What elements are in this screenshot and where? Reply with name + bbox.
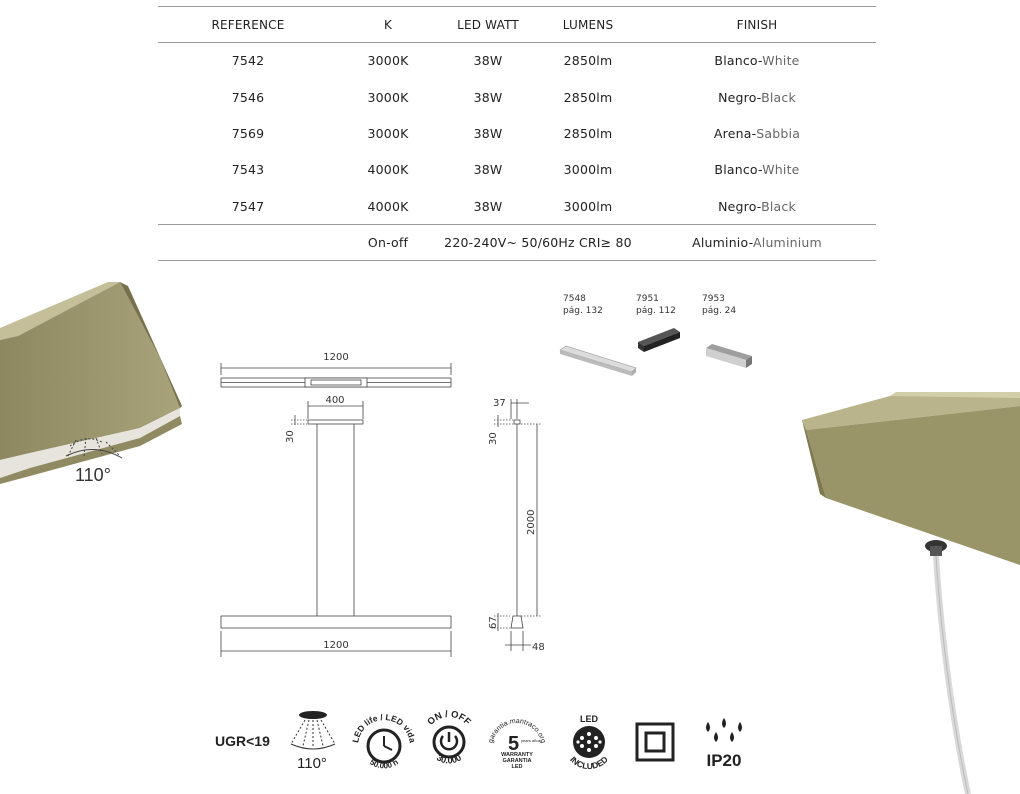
cell-lumens: 3000lm (563, 162, 613, 178)
on-off-count: 30.000 (435, 752, 463, 766)
table-row (158, 43, 876, 79)
table-row (158, 188, 876, 224)
cell-k: 4000K (367, 162, 409, 178)
cell-reference: 7547 (158, 188, 338, 224)
dim-track-length: 1200 (323, 352, 349, 363)
led-included-bottom: INCLUDED (568, 754, 610, 772)
cell-watt: 38W (473, 162, 503, 178)
cell-finish (638, 115, 876, 151)
related-ref: 7951 (636, 294, 659, 304)
dim-side-canopy-height: 30 (488, 432, 499, 445)
related-image-7548 (560, 346, 636, 376)
header-lumens: LUMENS (538, 7, 638, 43)
warranty-icon (486, 714, 548, 776)
finish-es: Arena- (713, 125, 757, 141)
cell-watt: 38W (473, 53, 503, 69)
header-k: K (338, 7, 438, 43)
related-page: pág. 24 (702, 306, 737, 316)
cell-lumens: 2850lm (563, 53, 613, 69)
table-row (158, 152, 876, 188)
cell-finish (638, 224, 876, 260)
header-reference: REFERENCE (158, 7, 338, 43)
led-included-icon (558, 710, 620, 776)
beam-angle-icon (283, 708, 343, 774)
finish-en: Black (761, 198, 796, 214)
cell-finish (638, 43, 876, 79)
on-off-arc: ON / OFF (425, 708, 473, 728)
cell-lumens: 2850lm (563, 125, 613, 141)
side-lamp-body (511, 616, 523, 628)
technical-drawing (205, 345, 565, 660)
table-row (158, 115, 876, 151)
dim-lamp-length: 1200 (323, 640, 349, 651)
dim-lamp-height: 67 (488, 616, 499, 629)
related-ref: 7953 (702, 294, 725, 304)
related-products-images (556, 322, 766, 382)
cell-k: 3000K (367, 53, 409, 69)
cell-k: 3000K (367, 125, 409, 141)
related-ref: 7548 (563, 294, 586, 304)
warranty-years: 5 (508, 733, 520, 755)
ip-rating-label: IP20 (706, 751, 742, 770)
related-7548[interactable] (563, 293, 603, 317)
dim-side-canopy-width: 37 (493, 398, 506, 409)
table-header-row (158, 7, 876, 43)
related-image-7953 (706, 344, 752, 368)
spec-table (158, 6, 876, 261)
beam-angle-value: 110° (297, 755, 327, 772)
cell-watt: 38W (438, 188, 538, 224)
canopy (308, 420, 363, 424)
led-included-top: LED (580, 714, 598, 724)
dim-lamp-depth: 48 (532, 642, 545, 653)
lamp-side-face (806, 406, 1020, 565)
on-off-icon (420, 708, 478, 774)
suspension-cable (936, 556, 968, 794)
led-life-arc: LED life / LED vida (350, 711, 418, 744)
led-life-hours: 50.000 h (368, 757, 400, 771)
dim-canopy-width: 400 (325, 395, 345, 406)
finish-en: Aluminium (753, 234, 822, 250)
led-life-icon (350, 706, 418, 776)
product-photo-right (800, 390, 1020, 794)
class-ii-icon (635, 722, 675, 762)
cell-finish (638, 188, 876, 224)
cell-lumens: 3000lm (538, 188, 638, 224)
related-page: pág. 112 (636, 306, 676, 316)
finish-en: Black (761, 89, 796, 105)
related-7953[interactable] (702, 293, 736, 317)
warranty-line2: GARANTIA (502, 758, 532, 764)
finish-en: White (762, 162, 800, 178)
ip-rating-icon (698, 716, 750, 772)
finish-es: Negro- (718, 89, 762, 105)
dim-suspension-length: 2000 (526, 509, 537, 535)
cell-lumens: 2850lm (563, 89, 613, 105)
ugr-label: UGR<19 (215, 733, 270, 749)
beam-angle-label: 110° (75, 465, 111, 485)
warranty-line1: WARRANTY (501, 752, 533, 758)
header-finish: FINISH (638, 7, 876, 43)
cell-reference: 7542 (231, 53, 265, 69)
table-row (158, 79, 876, 115)
related-page: pág. 132 (563, 306, 603, 316)
water-drops-icon (706, 718, 742, 742)
cell-k: 4000K (338, 188, 438, 224)
cell-finish (638, 79, 876, 115)
warranty-years-unit: years años (521, 738, 541, 743)
lamp-body (221, 616, 451, 628)
cell-finish (638, 152, 876, 188)
cell-k: 3000K (367, 89, 409, 105)
cell-reference: 7546 (231, 89, 265, 105)
warranty-url: garantia.mantraco.org (487, 717, 547, 744)
header-led-watt: LED WATT (438, 7, 538, 43)
product-photo-left (0, 278, 190, 500)
warranty-line3: LED (511, 764, 523, 770)
cell-switch: On-off (338, 224, 438, 260)
cell-power: 220-240V~ 50/60Hz CRI≥ 80 (438, 224, 638, 260)
finish-es: Blanco- (714, 162, 763, 178)
related-7951[interactable] (636, 293, 676, 317)
cell-watt: 38W (473, 125, 503, 141)
cell-reference: 7569 (231, 125, 265, 141)
related-image-7951 (638, 328, 680, 352)
table-footer-row (158, 224, 876, 260)
finish-es: Blanco- (714, 53, 763, 69)
side-canopy (514, 420, 520, 424)
finish-es: Aluminio- (692, 234, 754, 250)
cell-watt: 38W (473, 89, 503, 105)
dim-canopy-height: 30 (285, 430, 296, 443)
cell-reference: 7543 (231, 162, 265, 178)
svg-text:ON / OFF (425, 709, 472, 728)
finish-es: Negro- (718, 198, 762, 214)
finish-en: White (762, 53, 800, 69)
finish-en: Sabbia (756, 125, 801, 141)
